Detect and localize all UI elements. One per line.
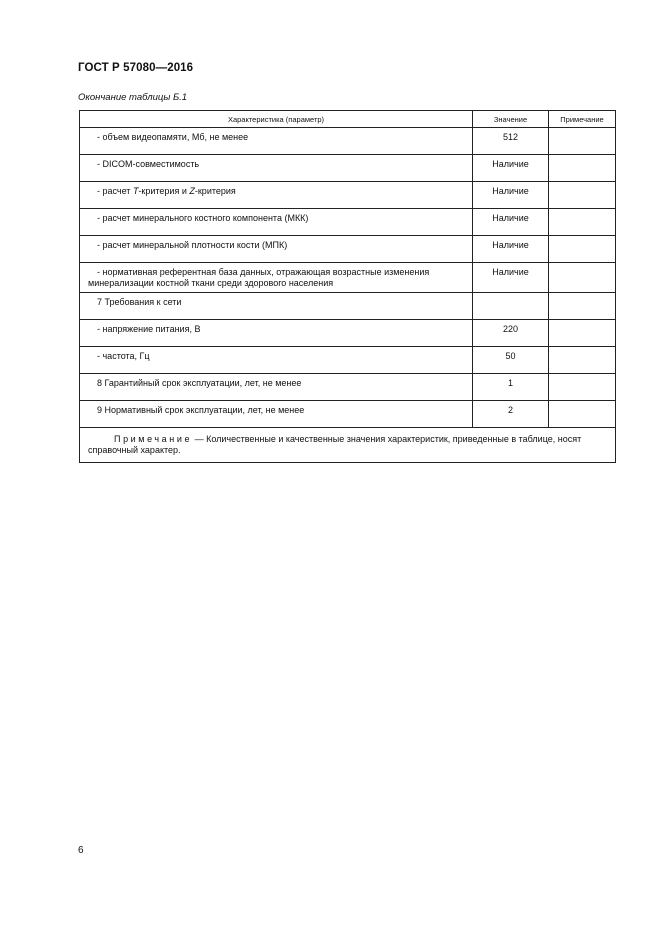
table-row: [80, 374, 616, 401]
column-header-note: Примечание: [549, 111, 616, 128]
z-criterion-symbol: Z: [189, 186, 195, 196]
value-cell: [473, 293, 549, 320]
parameter-cell: - расчет минеральной плотности кости (МПК): [80, 236, 473, 263]
page-number: 6: [78, 845, 84, 856]
table-row: [80, 320, 616, 347]
table-footnote: [80, 428, 616, 463]
table-row: [80, 347, 616, 374]
table-row: [80, 128, 616, 155]
parameter-text: -критерия и: [138, 186, 190, 196]
parameter-cell: 7 Требования к сети: [80, 293, 473, 320]
value-cell: Наличие: [473, 155, 549, 182]
note-cell: [549, 320, 616, 347]
note-cell: [549, 236, 616, 263]
value-cell: 50: [473, 347, 549, 374]
note-cell: [549, 155, 616, 182]
table-row: [80, 236, 616, 263]
table-row: [80, 263, 616, 293]
parameter-cell: 8 Гарантийный срок эксплуатации, лет, не менее: [80, 374, 473, 401]
table-row: [80, 155, 616, 182]
table-footnote-row: [80, 428, 616, 463]
value-cell: Наличие: [473, 182, 549, 209]
note-cell: [549, 128, 616, 155]
column-header-parameter: Характеристика (параметр): [80, 111, 473, 128]
note-cell: [549, 347, 616, 374]
note-cell: [549, 293, 616, 320]
note-cell: [549, 263, 616, 293]
parameter-cell: [80, 182, 473, 209]
parameter-cell: - частота, Гц: [80, 347, 473, 374]
column-header-value: Значение: [473, 111, 549, 128]
value-cell: Наличие: [473, 236, 549, 263]
parameter-text: - расчет: [97, 186, 133, 196]
parameter-cell: - напряжение питания, В: [80, 320, 473, 347]
note-cell: [549, 182, 616, 209]
value-cell: 220: [473, 320, 549, 347]
parameter-cell: - нормативная референтная база данных, отражающая возрастные изменения минерализации костной ткани среди здорового населения: [80, 263, 473, 293]
specification-table: [79, 110, 616, 463]
table-row: [80, 182, 616, 209]
value-cell: 512: [473, 128, 549, 155]
note-cell: [549, 209, 616, 236]
t-criterion-symbol: Т: [132, 186, 139, 196]
parameter-cell: 9 Нормативный срок эксплуатации, лет, не менее: [80, 401, 473, 428]
document-header: ГОСТ Р 57080—2016: [78, 62, 194, 74]
parameter-text: -критерия: [194, 186, 236, 196]
value-cell: Наличие: [473, 263, 549, 293]
value-cell: 2: [473, 401, 549, 428]
parameter-cell: - расчет минерального костного компонента (МКК): [80, 209, 473, 236]
table-row: [80, 209, 616, 236]
parameter-cell: - объем видеопамяти, Мб, не менее: [80, 128, 473, 155]
note-cell: [549, 374, 616, 401]
table-row: [80, 401, 616, 428]
table-header-row: [80, 111, 616, 128]
note-cell: [549, 401, 616, 428]
value-cell: 1: [473, 374, 549, 401]
table-caption: Окончание таблицы Б.1: [78, 92, 188, 103]
footnote-label: Примечание: [114, 434, 193, 444]
parameter-cell: - DICOM-совместимость: [80, 155, 473, 182]
table-row: [80, 293, 616, 320]
footnote-text: — Количественные и качественные значения характеристик, приведенные в таблице, носят справочный характер.: [88, 434, 582, 455]
value-cell: Наличие: [473, 209, 549, 236]
